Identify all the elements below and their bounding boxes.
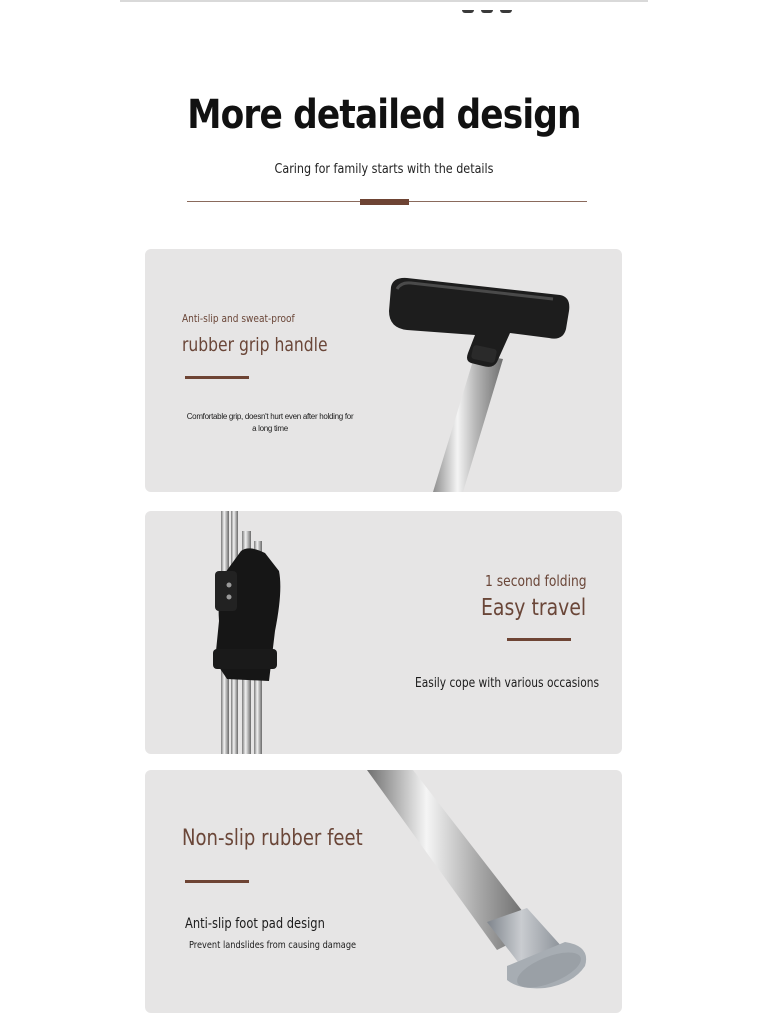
feature-eyebrow: Anti-slip and sweat-proof — [182, 312, 295, 325]
feature-title: Easy travel — [481, 595, 587, 621]
feature-subtitle: Anti-slip foot pad design — [185, 916, 325, 932]
cane-rubber-foot-image — [145, 770, 622, 1013]
feature-description: Comfortable grip, doesn't hurt even after holding for a long time — [186, 412, 354, 433]
feature-eyebrow: 1 second folding — [485, 572, 587, 590]
top-divider — [120, 0, 648, 2]
feature-title: rubber grip handle — [182, 334, 328, 356]
feature-card-rubber-feet — [145, 770, 622, 1013]
top-decoration — [462, 0, 524, 3]
feature-description: Easily cope with various occasions — [415, 676, 600, 691]
feature-card-folding — [145, 511, 622, 754]
feature-accent-bar — [185, 880, 249, 883]
cane-handle-image — [145, 249, 622, 492]
feature-description: Prevent landslides from causing damage — [189, 940, 357, 951]
page-subtitle: Caring for family starts with the details — [274, 162, 494, 177]
folded-cane-strap-image — [145, 511, 622, 754]
page-title: More detailed design — [187, 92, 581, 138]
feature-card-grip-handle — [145, 249, 622, 492]
section-divider-accent — [360, 199, 409, 205]
feature-title: Non-slip rubber feet — [182, 826, 363, 851]
feature-accent-bar — [507, 638, 571, 641]
